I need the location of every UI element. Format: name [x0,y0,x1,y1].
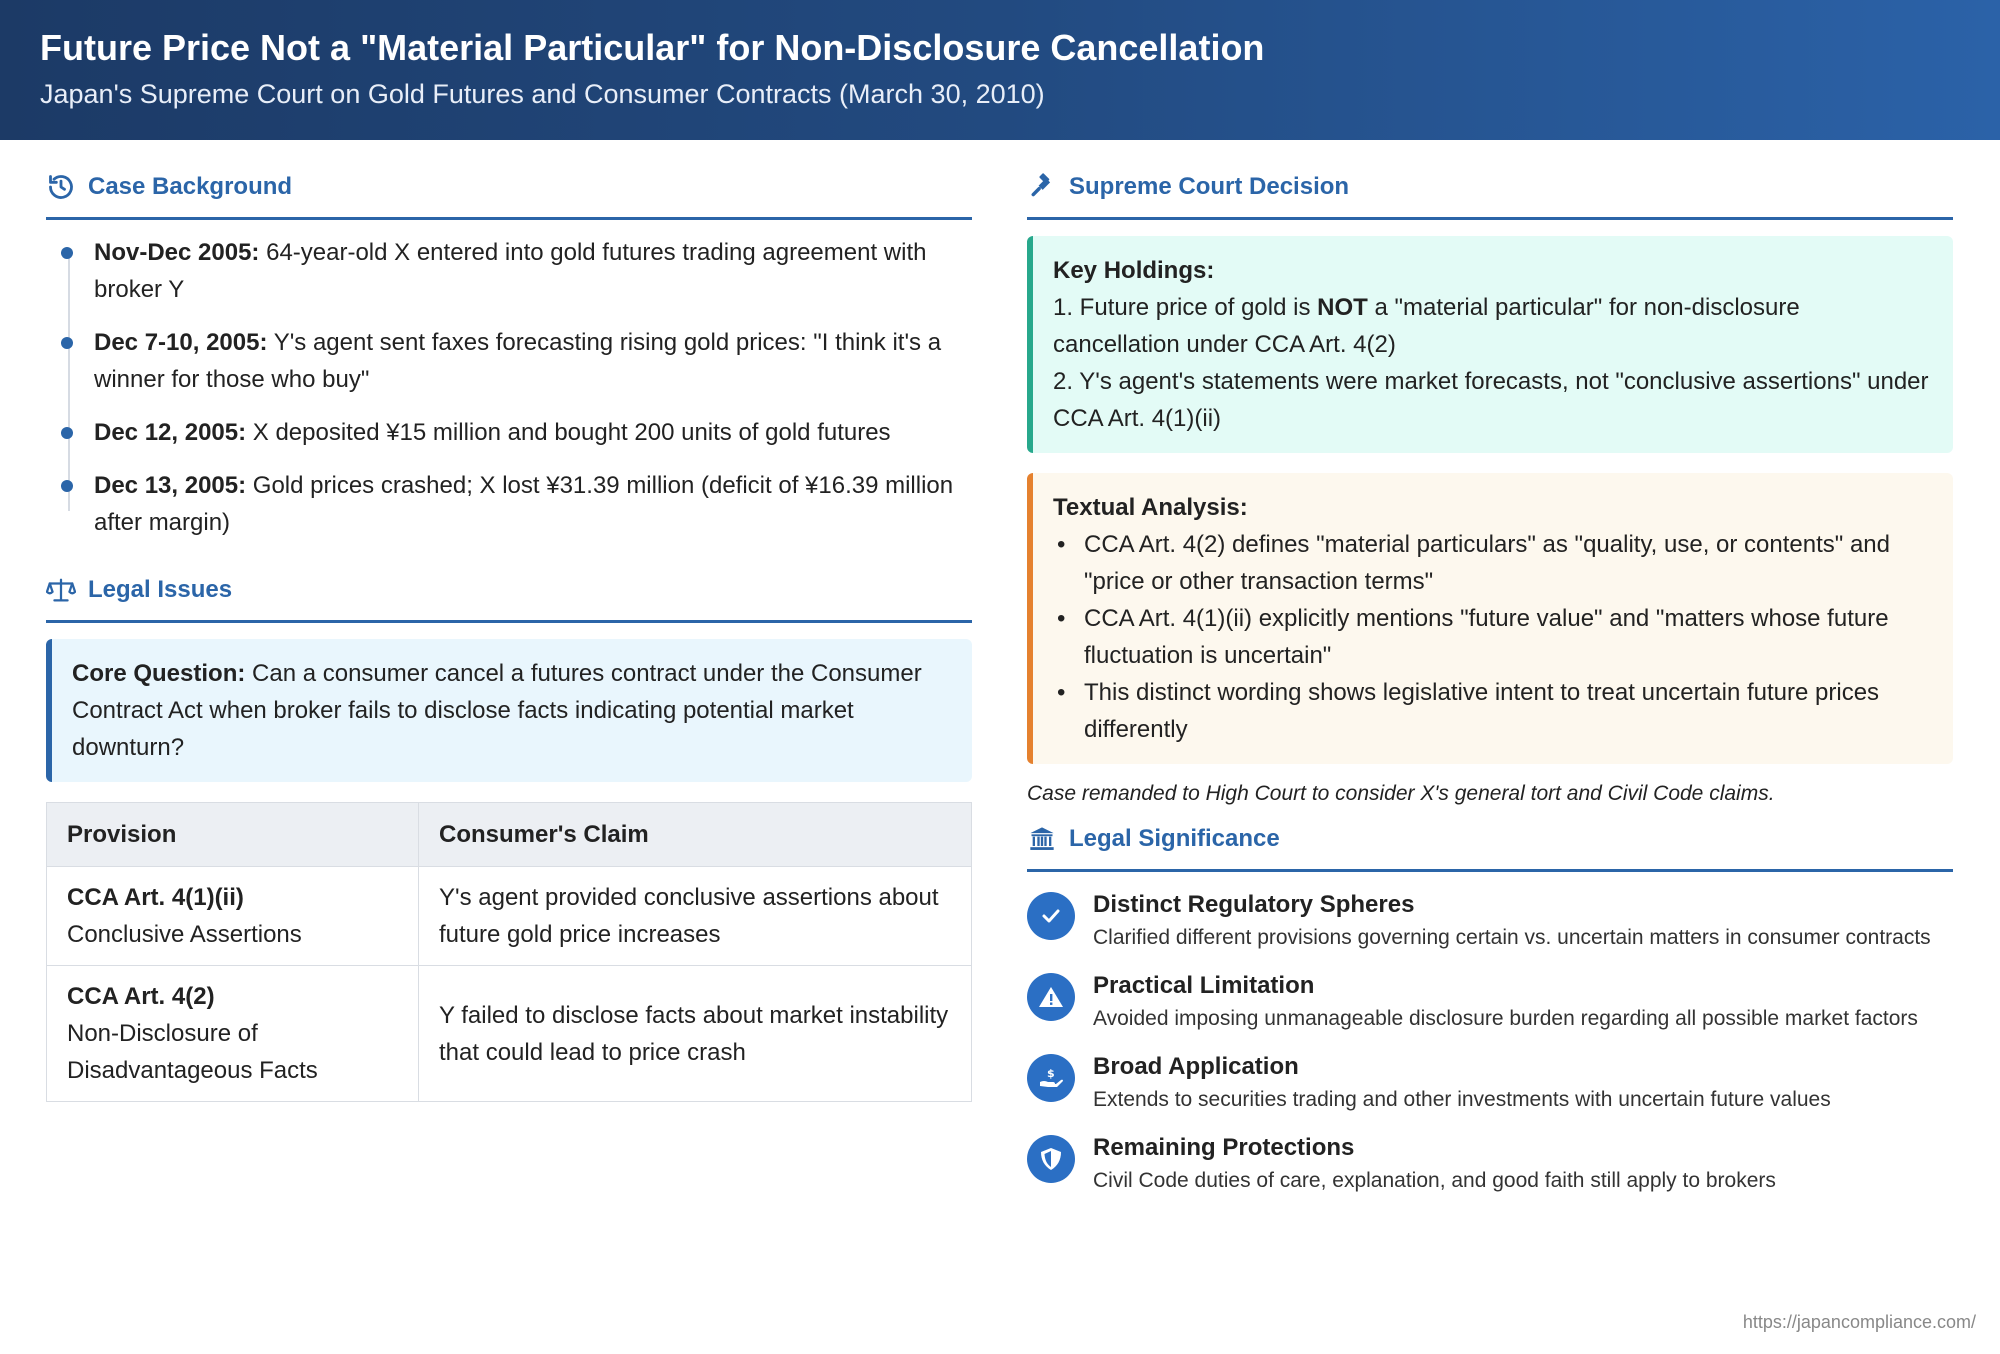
left-column [46,140,972,1102]
page-header [0,0,2000,140]
timeline-item [94,467,972,541]
significance-item [1027,969,1953,1034]
significance-desc: Avoided imposing unmanageable disclosure burden regarding all possible market factors [1093,1007,1918,1030]
list-item: • CCA Art. 4(2) defines "material particulars" as "quality, use, or contents" and "price or other transaction terms" [1053,526,1933,600]
timeline-dot [61,480,73,492]
provision-subtitle: Conclusive Assertions [67,921,302,948]
timeline-item [94,324,972,398]
provision-subtitle: Non-Disclosure of Disadvantageous Facts [67,1020,318,1084]
section-title-label: Case Background [88,172,293,200]
core-question-box [46,639,972,782]
holding-1-pre: 1. Future price of gold is [1053,294,1318,321]
holding-1-emphasis: NOT [1317,294,1368,321]
timeline [46,234,972,541]
timeline-text: Y's agent sent faxes forecasting rising gold prices: "I think it's a winner for those who buy" [94,329,942,393]
timeline-text: Gold prices crashed; X lost ¥31.39 million (deficit of ¥16.39 million after margin) [94,472,954,536]
timeline-dot [61,427,73,439]
significance-item [1027,1131,1953,1196]
list-item: • CCA Art. 4(1)(ii) explicitly mentions "future value" and "matters whose future fluctuation is uncertain" [1053,600,1933,674]
svg-text:$: $ [1047,1067,1055,1080]
significance-desc: Civil Code duties of care, explanation, and good faith still apply to brokers [1093,1169,1776,1192]
table-header-claim: Consumer's Claim [419,803,972,867]
significance-title: Remaining Protections [1093,1134,1355,1161]
check-icon [1027,892,1075,940]
history-icon [46,172,76,202]
section-title-label: Legal Significance [1069,824,1280,852]
significance-title: Distinct Regulatory Spheres [1093,891,1415,918]
holding-2: 2. Y's agent's statements were market forecasts, not "conclusive assertions" under CCA Art. 4(1)(ii) [1053,368,1929,432]
remand-note: Case remanded to High Court to consider X's general tort and Civil Code claims. [1027,782,1775,805]
table-cell-provision [47,966,419,1102]
table-header-row [47,803,972,867]
provisions-table [46,802,972,1102]
section-title-background [46,140,972,220]
timeline-text: 64-year-old X entered into gold futures trading agreement with broker Y [94,239,927,303]
provision-title: CCA Art. 4(1)(ii) [67,884,244,911]
table-cell-claim: Y's agent provided conclusive assertions about future gold price increases [419,867,972,966]
textual-analysis-list [1053,526,1933,748]
significance-item [1027,888,1953,953]
significance-item [1027,1050,1953,1115]
textual-analysis-label: Textual Analysis: [1053,494,1248,521]
table-row [47,867,972,966]
footer-url[interactable]: https://japancompliance.com/ [1742,1312,1976,1332]
core-question-text: Can a consumer cancel a futures contract under the Consumer Contract Act when broker fails to disclose facts indicating potential market downturn? [72,660,922,761]
significance-title: Practical Limitation [1093,972,1315,999]
section-title-decision [1027,140,1953,220]
hand-dollar-icon [1027,1054,1075,1102]
significance-desc: Extends to securities trading and other investments with uncertain future values [1093,1088,1831,1111]
timeline-date: Nov-Dec 2005: [94,239,260,266]
significance-list [1027,888,1953,1196]
list-item: • This distinct wording shows legislative intent to treat uncertain future prices differently [1053,674,1933,748]
table-cell-provision [47,867,419,966]
key-holdings-box [1027,236,1953,453]
section-title-issues [46,557,972,623]
timeline-date: Dec 12, 2005: [94,419,247,446]
timeline-text: X deposited ¥15 million and bought 200 units of gold futures [246,419,891,446]
shield-icon [1027,1135,1075,1183]
provision-title: CCA Art. 4(2) [67,983,215,1010]
scale-icon [46,575,76,605]
page-title: Future Price Not a "Material Particular" for Non-Disclosure Cancellation [40,27,1265,68]
timeline-dot [61,247,73,259]
key-holdings-label: Key Holdings: [1053,257,1215,284]
table-cell-claim: Y failed to disclose facts about market instability that could lead to price crash [419,966,972,1102]
timeline-item [94,234,972,308]
core-question-label: Core Question: [72,660,246,687]
institution-icon [1027,824,1057,854]
timeline-dot [61,337,73,349]
significance-desc: Clarified different provisions governing certain vs. uncertain matters in consumer contracts [1093,926,1931,949]
holding-1-post: a "material particular" for non-disclosure cancellation under CCA Art. 4(2) [1053,294,1800,358]
gavel-icon [1027,172,1057,202]
significance-title: Broad Application [1093,1053,1299,1080]
section-title-label: Supreme Court Decision [1069,172,1350,200]
section-title-significance [1027,806,1953,872]
table-row [47,966,972,1102]
section-title-label: Legal Issues [88,575,233,603]
page-subtitle: Japan's Supreme Court on Gold Futures and Consumer Contracts (March 30, 2010) [40,79,1045,109]
timeline-date: Dec 7-10, 2005: [94,329,268,356]
timeline-item [94,414,972,451]
right-column [1027,140,1953,1212]
textual-analysis-box [1027,473,1953,764]
warning-icon [1027,973,1075,1021]
table-header-provision: Provision [47,803,419,867]
holding-1 [1053,289,1933,363]
timeline-date: Dec 13, 2005: [94,472,247,499]
